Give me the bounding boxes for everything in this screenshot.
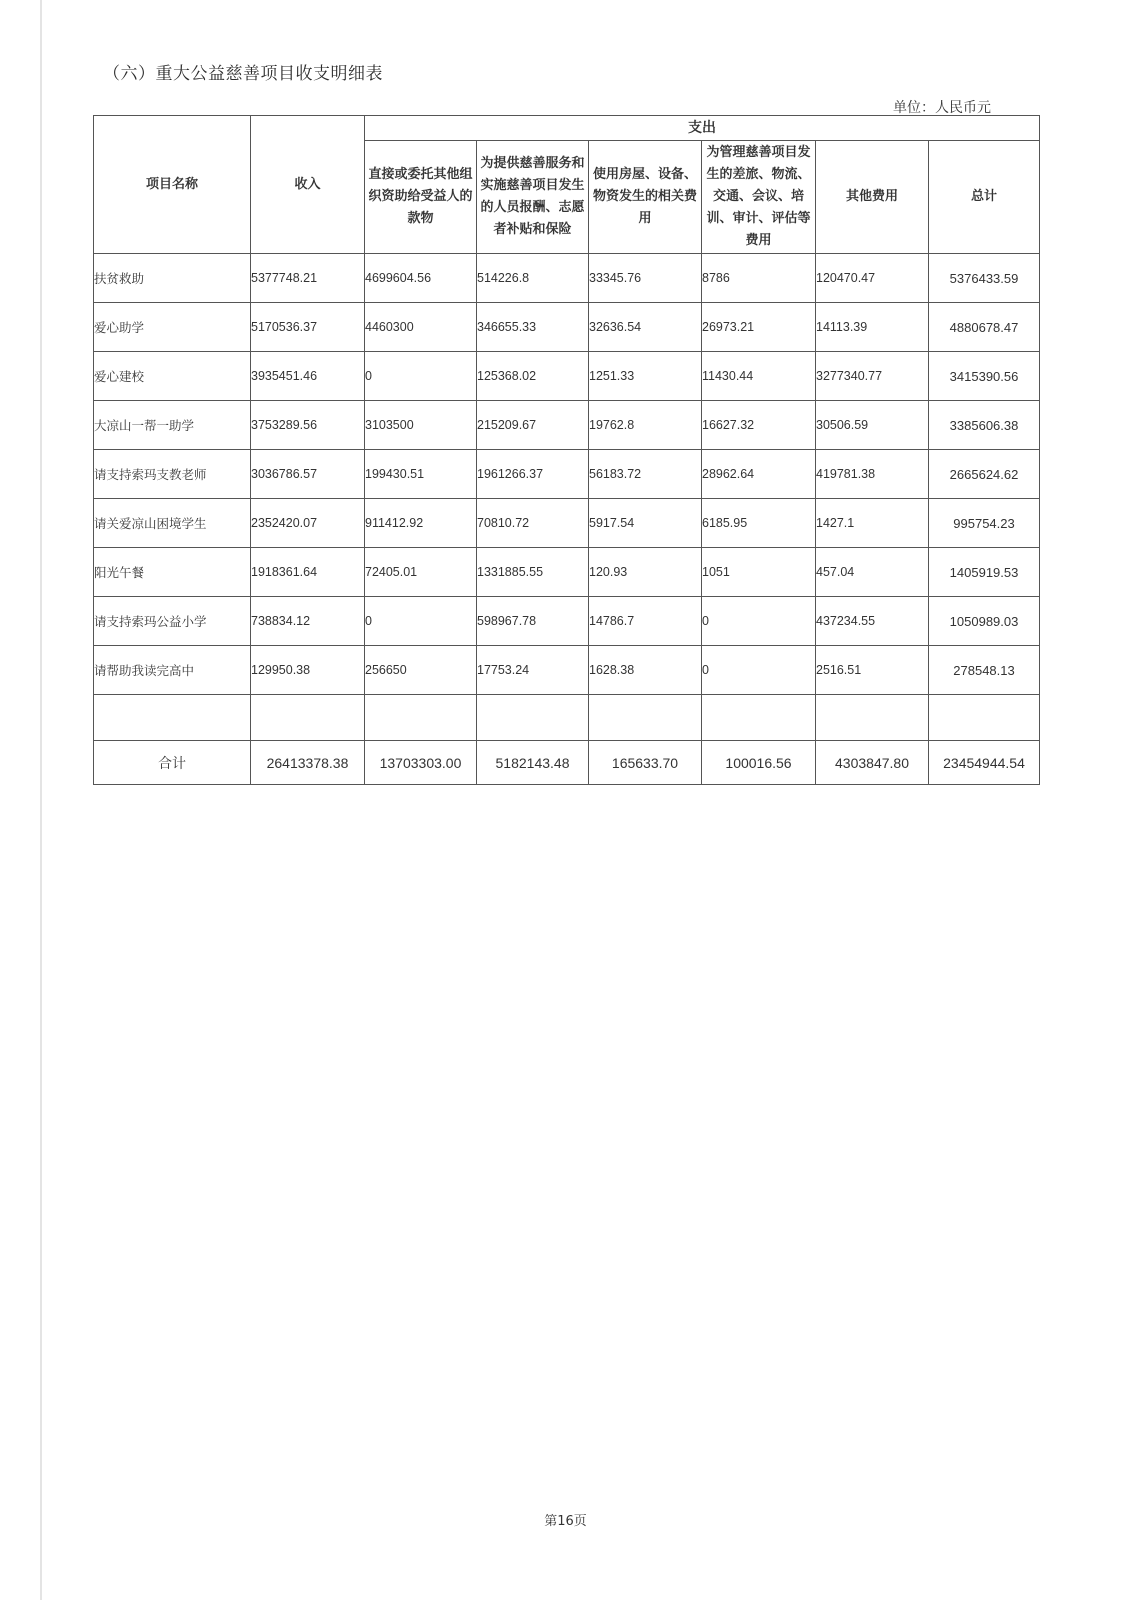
cell-other: 437234.55 xyxy=(816,597,929,646)
header-expense-direct-aid: 直接或委托其他组织资助给受益人的款物 xyxy=(365,141,477,254)
total-facilities: 165633.70 xyxy=(589,741,702,785)
total-personnel: 5182143.48 xyxy=(477,741,589,785)
cell-other: 14113.39 xyxy=(816,303,929,352)
total-management: 100016.56 xyxy=(702,741,816,785)
cell-direct-aid: 911412.92 xyxy=(365,499,477,548)
cell-income: 5377748.21 xyxy=(251,254,365,303)
header-expense-group: 支出 xyxy=(365,116,1040,141)
table-row xyxy=(94,450,1040,499)
cell-direct-aid: 0 xyxy=(365,352,477,401)
cell-management: 1051 xyxy=(702,548,816,597)
cell-direct-aid: 256650 xyxy=(365,646,477,695)
cell-direct-aid: 4460300 xyxy=(365,303,477,352)
cell-income: 738834.12 xyxy=(251,597,365,646)
total-other: 4303847.80 xyxy=(816,741,929,785)
table-row-blank xyxy=(94,695,1040,741)
cell-income: 2352420.07 xyxy=(251,499,365,548)
cell-management: 8786 xyxy=(702,254,816,303)
cell-total: 3385606.38 xyxy=(929,401,1040,450)
cell-other: 419781.38 xyxy=(816,450,929,499)
table-row xyxy=(94,254,1040,303)
cell-facilities: 120.93 xyxy=(589,548,702,597)
cell-management: 0 xyxy=(702,597,816,646)
table-row xyxy=(94,401,1040,450)
scan-edge-line xyxy=(40,0,42,1600)
cell-personnel: 70810.72 xyxy=(477,499,589,548)
cell-management: 16627.32 xyxy=(702,401,816,450)
cell-management: 0 xyxy=(702,646,816,695)
cell-personnel: 17753.24 xyxy=(477,646,589,695)
cell-project-name: 请支持索玛支教老师 xyxy=(94,450,251,499)
table-row xyxy=(94,597,1040,646)
cell-personnel: 1961266.37 xyxy=(477,450,589,499)
cell-management: 11430.44 xyxy=(702,352,816,401)
cell-other: 1427.1 xyxy=(816,499,929,548)
cell-facilities: 19762.8 xyxy=(589,401,702,450)
unit-label: 单位：人民币元 xyxy=(893,100,991,116)
page-number: 第16页 xyxy=(544,1514,587,1529)
cell-total: 278548.13 xyxy=(929,646,1040,695)
total-grand: 23454944.54 xyxy=(929,741,1040,785)
cell-total: 4880678.47 xyxy=(929,303,1040,352)
cell-facilities: 5917.54 xyxy=(589,499,702,548)
table-row xyxy=(94,303,1040,352)
cell-facilities: 56183.72 xyxy=(589,450,702,499)
table-row xyxy=(94,548,1040,597)
table-row xyxy=(94,646,1040,695)
cell-project-name: 请支持索玛公益小学 xyxy=(94,597,251,646)
total-direct-aid: 13703303.00 xyxy=(365,741,477,785)
cell-total: 5376433.59 xyxy=(929,254,1040,303)
cell-personnel: 1331885.55 xyxy=(477,548,589,597)
cell-other: 3277340.77 xyxy=(816,352,929,401)
cell-facilities: 33345.76 xyxy=(589,254,702,303)
cell-personnel: 125368.02 xyxy=(477,352,589,401)
table-row-total xyxy=(94,741,1040,785)
cell-total: 995754.23 xyxy=(929,499,1040,548)
cell-management: 28962.64 xyxy=(702,450,816,499)
cell-income: 3753289.56 xyxy=(251,401,365,450)
cell-other: 2516.51 xyxy=(816,646,929,695)
project-income-expense-table xyxy=(93,115,1040,785)
cell-other: 120470.47 xyxy=(816,254,929,303)
cell-total: 3415390.56 xyxy=(929,352,1040,401)
cell-personnel: 514226.8 xyxy=(477,254,589,303)
cell-facilities: 1251.33 xyxy=(589,352,702,401)
cell-facilities: 14786.7 xyxy=(589,597,702,646)
cell-direct-aid: 72405.01 xyxy=(365,548,477,597)
cell-facilities: 1628.38 xyxy=(589,646,702,695)
table-row xyxy=(94,499,1040,548)
cell-income: 5170536.37 xyxy=(251,303,365,352)
cell-income: 129950.38 xyxy=(251,646,365,695)
cell-other: 30506.59 xyxy=(816,401,929,450)
cell-project-name: 请帮助我读完高中 xyxy=(94,646,251,695)
cell-direct-aid: 0 xyxy=(365,597,477,646)
header-expense-management: 为管理慈善项目发生的差旅、物流、交通、会议、培训、审计、评估等费用 xyxy=(702,141,816,254)
cell-project-name: 爱心助学 xyxy=(94,303,251,352)
cell-personnel: 215209.67 xyxy=(477,401,589,450)
header-expense-other: 其他费用 xyxy=(816,141,929,254)
cell-project-name: 阳光午餐 xyxy=(94,548,251,597)
table-body xyxy=(94,254,1040,785)
cell-project-name: 请关爱凉山困境学生 xyxy=(94,499,251,548)
cell-direct-aid: 4699604.56 xyxy=(365,254,477,303)
cell-facilities: 32636.54 xyxy=(589,303,702,352)
cell-management: 26973.21 xyxy=(702,303,816,352)
cell-total: 2665624.62 xyxy=(929,450,1040,499)
table-row xyxy=(94,352,1040,401)
header-expense-total: 总计 xyxy=(929,141,1040,254)
cell-management: 6185.95 xyxy=(702,499,816,548)
cell-direct-aid: 3103500 xyxy=(365,401,477,450)
header-expense-personnel: 为提供慈善服务和实施慈善项目发生的人员报酬、志愿者补贴和保险 xyxy=(477,141,589,254)
cell-income: 3935451.46 xyxy=(251,352,365,401)
cell-direct-aid: 199430.51 xyxy=(365,450,477,499)
cell-income: 1918361.64 xyxy=(251,548,365,597)
cell-total: 1050989.03 xyxy=(929,597,1040,646)
header-project-name: 项目名称 xyxy=(94,116,251,254)
cell-personnel: 598967.78 xyxy=(477,597,589,646)
cell-project-name: 扶贫救助 xyxy=(94,254,251,303)
page-title: （六）重大公益慈善项目收支明细表 xyxy=(103,64,383,84)
cell-project-name: 大凉山一帮一助学 xyxy=(94,401,251,450)
cell-income: 3036786.57 xyxy=(251,450,365,499)
total-income: 26413378.38 xyxy=(251,741,365,785)
cell-project-name: 爱心建校 xyxy=(94,352,251,401)
cell-other: 457.04 xyxy=(816,548,929,597)
cell-personnel: 346655.33 xyxy=(477,303,589,352)
total-label: 合计 xyxy=(94,741,251,785)
cell-total: 1405919.53 xyxy=(929,548,1040,597)
header-income: 收入 xyxy=(251,116,365,254)
header-expense-facilities: 使用房屋、设备、物资发生的相关费用 xyxy=(589,141,702,254)
